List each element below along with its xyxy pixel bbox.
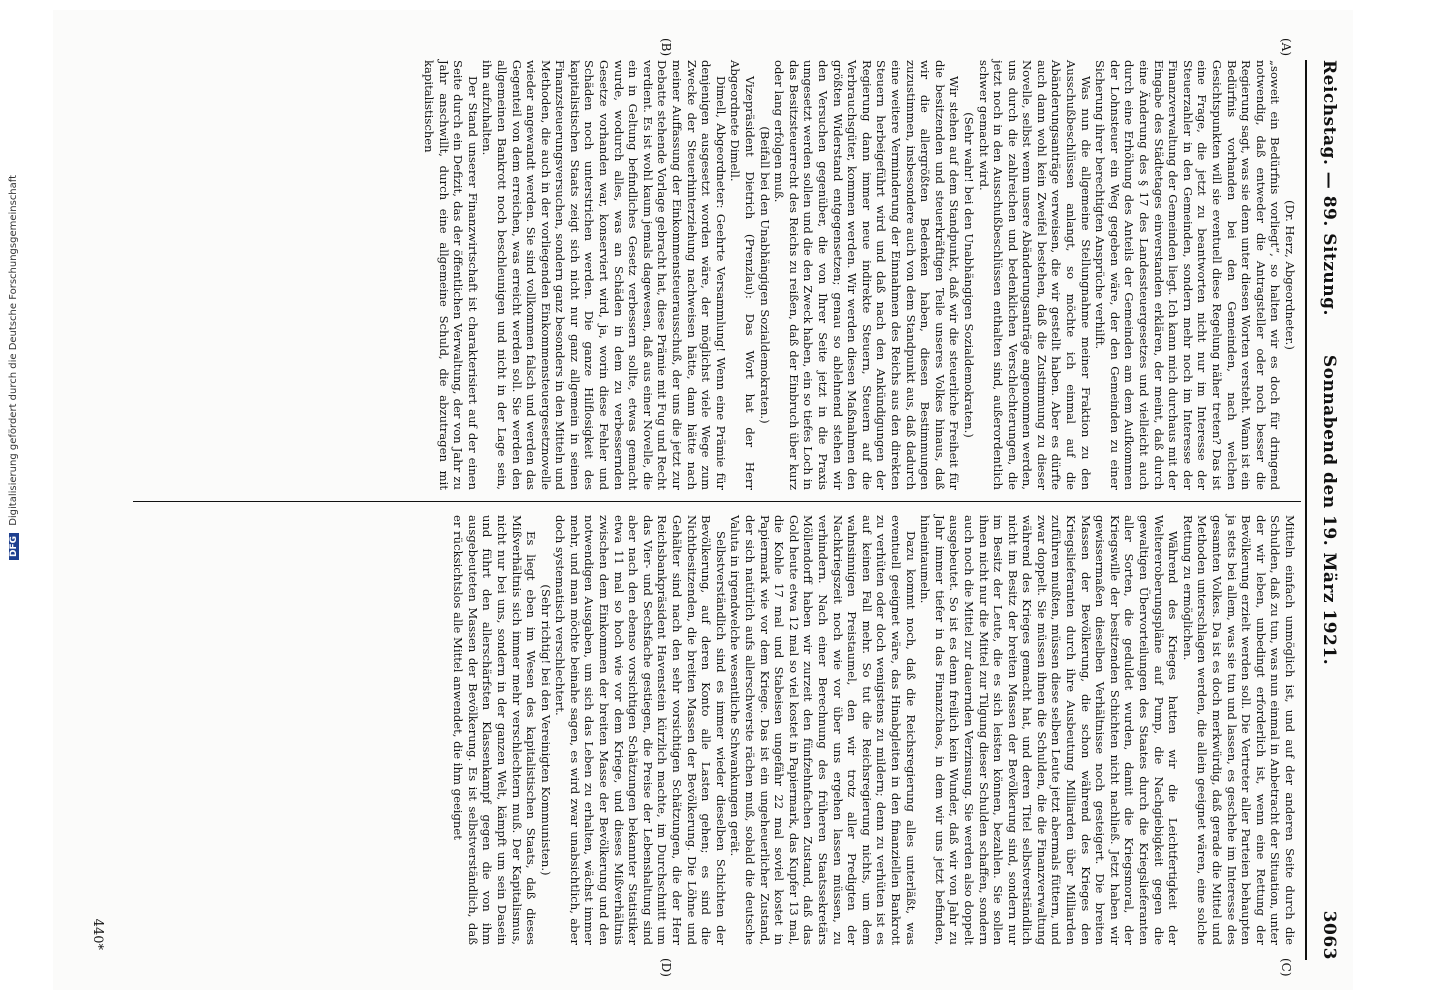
paragraph: (Sehr wahr! bei den Unabhängigen Sozialdemokraten.) (961, 112, 976, 438)
paragraph: Dazu kommt noch, daß die Reichsregierung alles unterläßt, was eventuell geeignet wäre, das Hinabgleiten in den finanziellen Bankrott zu verhüten oder doch wenigstens zu mildern; denn zu verhüten ist es auf keinen Fall mehr. So tut die Reichsregierung nichts, um dem wahnsinnigen Preistaumel, den wir trotz aller Predigten der Nachkriegszeit noch wie vor über uns ergehen lassen müssen, zu verhindern. Nach einer Berechnung des früheren Staatssekretärs Möllendorff haben wir zurzeit den fünfzehnfachen Zustand, daß das Gold heute etwa 12 mal so viel kostet in Papiermark, das Kupfer 13 mal, die Kohle 17 mal und Stabeisen ungefähr 22 mal soviel kostet in Papiermark wie vor dem Kriege. Das ist ein ungeheuerlicher Zustand, der sich natürlich aufs allerschwerste rächen muß, sobald die deutsche Valuta in irgendwelche wesentliche Schwankungen gerät. (728, 515, 918, 945)
page-footer-signature: 440* (90, 918, 105, 950)
column-divider (133, 501, 1301, 502)
margin-marker-c: (C) (1279, 958, 1293, 977)
paragraph: Vizepräsident Dietrich (Prenzlau): Das Wort hat der Herr Abgeordnete Dimell. (728, 60, 758, 490)
paragraph: „soweit ein Bedürfnis vorliegt“, so halten wir es doch für dringend notwendig, daß entweder die Antragsteller oder noch besser die Regierung sagt, was sie denn unter diesen Worten versteht. Wann ist ein Bedürfnis vorhanden bei den Gemeinden, nach welchen Gesichtspunkten will sie eventuell diese Regelung näher treten? Das ist eine Frage, die jetzt zu beantworten nicht nur im Interesse der Steuerzahler in den Gemeinden, sondern mehr noch im Interesse der Finanzverwaltung der Gemeinden liegt. Ich kann mich durchaus mit der Eingabe des Städtetages einverstanden erklären, der meint, daß durch eine Änderung des § 17 des Landessteuergesetzes und vielleicht auch durch eine Erhöhung des Anteils der Gemeinden am dem Aufkommen der Lohnsteuer ein Weg gegeben wäre, der den Gemeinden zu einer Sicherung ihrer berechtigten Ansprüche verhilft. (1093, 60, 1283, 490)
paragraph: Dimell, Abgeordneter: Geehrte Versammlung! Wenn eine Prämie für denjenigen ausgesetzt worden wäre, der möglichst viele Wege zum Zwecke der Steuerhinterziehung nachweisen hätte, dann hätte nach meiner Auffassung der Einkommensteuerausschuß, der uns die jetzt zur Debatte stehende Vorlage gebracht hat, diese Prämie mit Fug und Recht verdient. Es ist wohl kaum jemals dagewesen, daß aus einer Novelle, die ein in Geltung befindliches Gesetz verbessern sollte, etwas gemacht wurde, wodurch alles, was an Schäden in dem zu verbessernden Gesetze vorhanden war, konserviert wird, ja, worin diese Fehler und Schäden noch unterstrichen werden. Die ganze Hilflosigkeit des kapitalistischen Staats zeigt sich nicht nur ganz allgemein in seinen Finanzsteuerungsversuchen, sondern ganz besonders in den Mitteln und Methoden, die auch in der vorliegenden Einkommensteuergesetznovelle wieder angewandt werden. Sie sind vollkommen falsch und werden das Gegenteil von dem erreichen, was erreicht werden soll. Sie werden den allgemeinen Bankrott noch beschleunigen und nicht in der Lage sein, ihn aufzuhalten. (480, 60, 728, 490)
margin-marker-a: (A) (1279, 38, 1293, 57)
newspaper-page (53, 10, 1353, 990)
paragraph: (Beifall bei den Unabhängigen Sozialdemokraten.) (757, 126, 772, 424)
header-page-number: 3063 (1319, 910, 1339, 960)
paragraph: (Sehr richtig! bei den Vereinigten Kommunisten.) (538, 584, 553, 876)
header-rule (1305, 60, 1307, 960)
right-column (451, 515, 1297, 945)
digitization-credit-text: Digitalisierung gefördert durch die Deutsche Forschungsgemeinschaft (8, 174, 19, 526)
page-header (1311, 60, 1339, 960)
paragraph: Mitteln einfach unmöglich ist, und auf der anderen Seite durch die Schulden, daß zu tun, was nun einmal in Anbetracht der Situation, unter der wir leben, unbedingt erforderlich ist, wenn eine Rettung der Bevölkerung erzielt werden soll. Die Vertreter aller Parteien behaupten ja stets bei allem, was sie tun und lassen, es geschehe im Interesse des gesamten Volkes. Da ist es doch merkwürdig, daß gerade die Mittel und Methoden unterschlagen werden, die allein geeignet wären, eine solche Rettung zu ermöglichen. (1180, 515, 1297, 945)
digitization-credit (8, 175, 19, 560)
paragraph: Während des Krieges hatten wir die Leichtfertigkeit der Weltereroberungspläne auf Pump, die Nachgiebigkeit gegen die gewaltigen Übervorteilungen des Staates durch die Kriegslieferanten aller Sorten, die geduldet wurden, damit die Kriegsmoral, der Kriegswille der besitzenden Schichten nicht nachließ. Jetzt haben wir gewissermaßen dieselben Verhältnisse noch gesteigert. Die breiten Massen der Bevölkerung, die schon während des Krieges den Kriegslieferanten durch ihre Ausbeutung Milliarden über Milliarden zuführen mußten, müssen diese selben Leute jetzt abermals füttern, und zwar doppelt. Sie müssen ihnen die Schulden, die die Finanzverwaltung während des Krieges gemacht hat, und deren Titel selbstverständlich nicht im Besitz der breiten Massen der Bevölkerung sind, sondern nur im Besitz der Leute, die es sich leisten können, bezahlen. Sie sollen ihnen nicht nur die Mittel zur Tilgung dieser Schulden schaffen, sondern auch noch die Mittel zur dauernden Verzinsung. Sie werden also doppelt ausgebeutet. So ist es denn freilich kein Wunder, daß wir von Jahr zu Jahr immer tiefer in das Finanzchaos, in dem wir uns jetzt befinden, hineintaumeln. (918, 515, 1181, 945)
left-column (421, 60, 1297, 490)
paragraph: Selbstverständlich sind es immer wieder dieselben Schichten der Bevölkerung, auf deren Konto alle Lasten gehen; es sind die Nichtbesitzenden, die breiten Massen der Bevölkerung. Die Löhne und Gehälter sind nach den sehr vorsichtigen Schätzungen, die der Herr Reichsbankpräsident Havenstein kürzlich machte, im Durchschnitt um das Vier- und Sechsfache gestiegen, die Preise der Lebenshaltung sind aber nach den ebenso vorsichtigen Schätzungen bekannter Statistiker etwa 11 mal so hoch wie vor dem Kriege, und dieses Mißverhältnis zwischen dem Einkommen der breiten Masse der Bevölkerung und den notwendigen Ausgaben, um sich das Leben zu erhalten, wächst immer mehr, und man möchte beinahe sagen, es wird zwar unabsichtlich, aber doch systematisch verschlechtert. (553, 515, 728, 945)
paragraph: Der Stand unserer Finanzwirtschaft ist charakterisiert auf der einen Seite durch ein Defizit, das der öffentlichen Verwaltung, der von Jahr zu Jahr anschwillt, durch eine allgemeine Schuld, die abzutragen mit kapitalistischen (421, 60, 480, 490)
margin-marker-b: (B) (659, 38, 673, 57)
paragraph: Wir stehen auf dem Standpunkt, daß wir die steuerliche Freiheit für die besitzenden und steuerkräftigen Teile unseres Volkes hinaus, daß wir die allergrößten Bedenken haben, diesen Bestimmungen zuzustimmen, insbesondere auch von dem Standpunkt aus, daß dadurch eine weitere Verminderung der Einnahmen des Reichs aus den direkten Steuern herbeigeführt wird und daß nach den Ankündigungen der Regierung dann immer neue indirekte Steuern, Steuern auf die Verbrauchsgüter, kommen werden. Wir werden diesen Maßnahmen den größten Widerstand entgegensetzen; genau so ablehnend stehen wir den Versuchen gegenüber, die von Ihrer Seite jetzt in die Praxis umgesetzt werden sollen und die den Zweck haben, ein so tiefes Loch in das Besitzsteuerrecht des Reichs zu reißen, daß der Einbruch über kurz oder lang erfolgen muß. (772, 60, 962, 490)
header-date: Sonnabend den 19. März 1921. (1319, 354, 1339, 666)
margin-marker-d: (D) (659, 958, 673, 977)
header-session: Reichstag. — 89. Sitzung. (1319, 60, 1339, 316)
dfg-logo: DFG (9, 533, 19, 560)
paragraph: Es liegt eben im Wesen des kapitalistischen Staats, daß dieses Mißverhältnis sich immer mehr verschlechtern muß. Der Kapitalismus, nicht nur bei uns, sondern in der ganzen Welt, kämpft um sein Dasein und führt den allerschärfsten Klassenkampf gegen die von ihm ausgebeuteten Massen der Bevölkerung. Es ist selbstverständlich, daß er rücksichtslos alle Mittel anwendet, die ihm geeignet (451, 515, 539, 945)
paragraph: Was nun die allgemeine Stellungnahme meiner Fraktion zu den Ausschußbeschlüssen anlangt, so möchte ich einmal auf die Abänderungsanträge verweisen, die wir gestellt haben. Aber es dürfte auch dann wohl kein Zweifel bestehen, daß die Zustimmung zu dieser Novelle, selbst wenn unsere Abänderungsanträge angenommen werden, uns durch die zahlreichen und bedenklichen Verschlechterungen, die jetzt noch in den Ausschußbeschlüssen enthalten sind, außerordentlich schwer gemacht wird. (976, 60, 1093, 490)
paragraph: (Dr. Herz, Abgeordneter.) (1283, 200, 1297, 350)
